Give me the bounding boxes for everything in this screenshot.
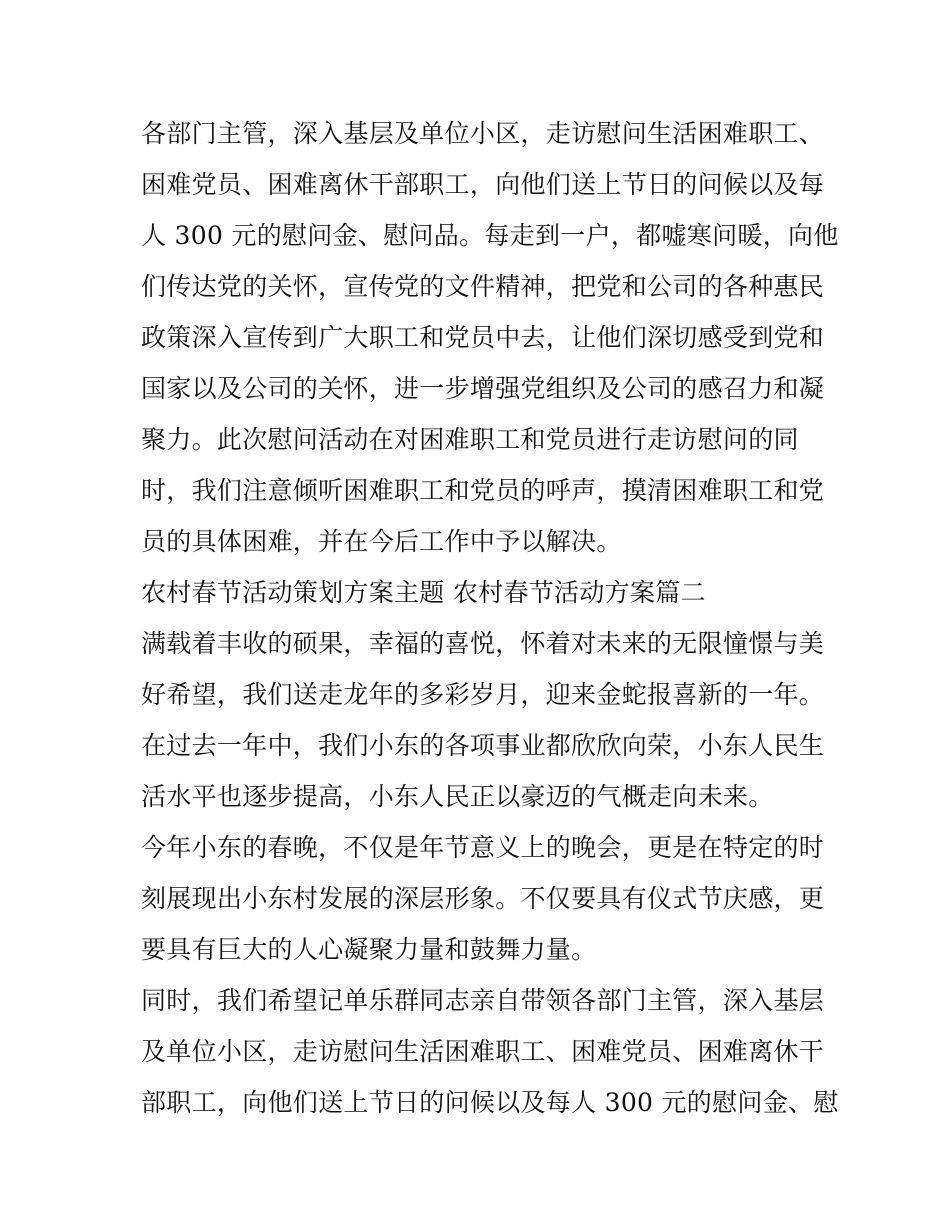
document-body (141, 108, 839, 1128)
text-line: 在过去一年中，我们小东的各项事业都欣欣向荣，小东人民生 (141, 731, 825, 760)
text-line: 政策深入宣传到广大职工和党员中去，让他们深切感受到党和 (141, 323, 825, 352)
text-line: 困难党员、困难离休干部职工，向他们送上节日的问候以及每 (141, 170, 825, 199)
text-line: 活水平也逐步提高，小东人民正以豪迈的气概走向未来。 (141, 782, 774, 811)
text-line: 及单位小区，走访慰问生活困难职工、困难党员、困难离休干 (141, 1037, 825, 1066)
text-line: 们传达党的关怀，宣传党的文件精神，把党和公司的各种惠民 (141, 272, 825, 301)
text-line: 满载着丰收的硕果，幸福的喜悦，怀着对未来的无限憧憬与美 (141, 629, 825, 658)
section-heading: 农村春节活动策划方案主题 农村春节活动方案篇二 (141, 578, 706, 607)
text-line: 刻展现出小东村发展的深层形象。不仅要具有仪式节庆感，更 (141, 884, 825, 913)
text-line: 员的具体困难，并在今后工作中予以解决。 (141, 527, 622, 556)
text-line: 要具有巨大的人心凝聚力量和鼓舞力量。 (141, 935, 597, 964)
text-line: 各部门主管，深入基层及单位小区，走访慰问生活困难职工、 (141, 119, 825, 148)
text-line: 好希望，我们送走龙年的多彩岁月，迎来金蛇报喜新的一年。 (141, 680, 825, 709)
text-line: 同时，我们希望记单乐群同志亲自带领各部门主管，深入基层 (141, 986, 825, 1015)
text-line: 时，我们注意倾听困难职工和党员的呼声，摸清困难职工和党 (141, 476, 825, 505)
text-line: 今年小东的春晚，不仅是年节意义上的晚会，更是在特定的时 (141, 833, 825, 862)
text-line: 国家以及公司的关怀，进一步增强党组织及公司的感召力和凝 (141, 374, 825, 403)
text-line: 部职工，向他们送上节日的问候以及每人 300 元的慰问金、慰 (141, 1088, 839, 1117)
text-line: 聚力。此次慰问活动在对困难职工和党员进行走访慰问的同 (141, 425, 799, 454)
text-line: 人 300 元的慰问金、慰问品。每走到一户，都嘘寒问暖，向他 (141, 221, 839, 250)
